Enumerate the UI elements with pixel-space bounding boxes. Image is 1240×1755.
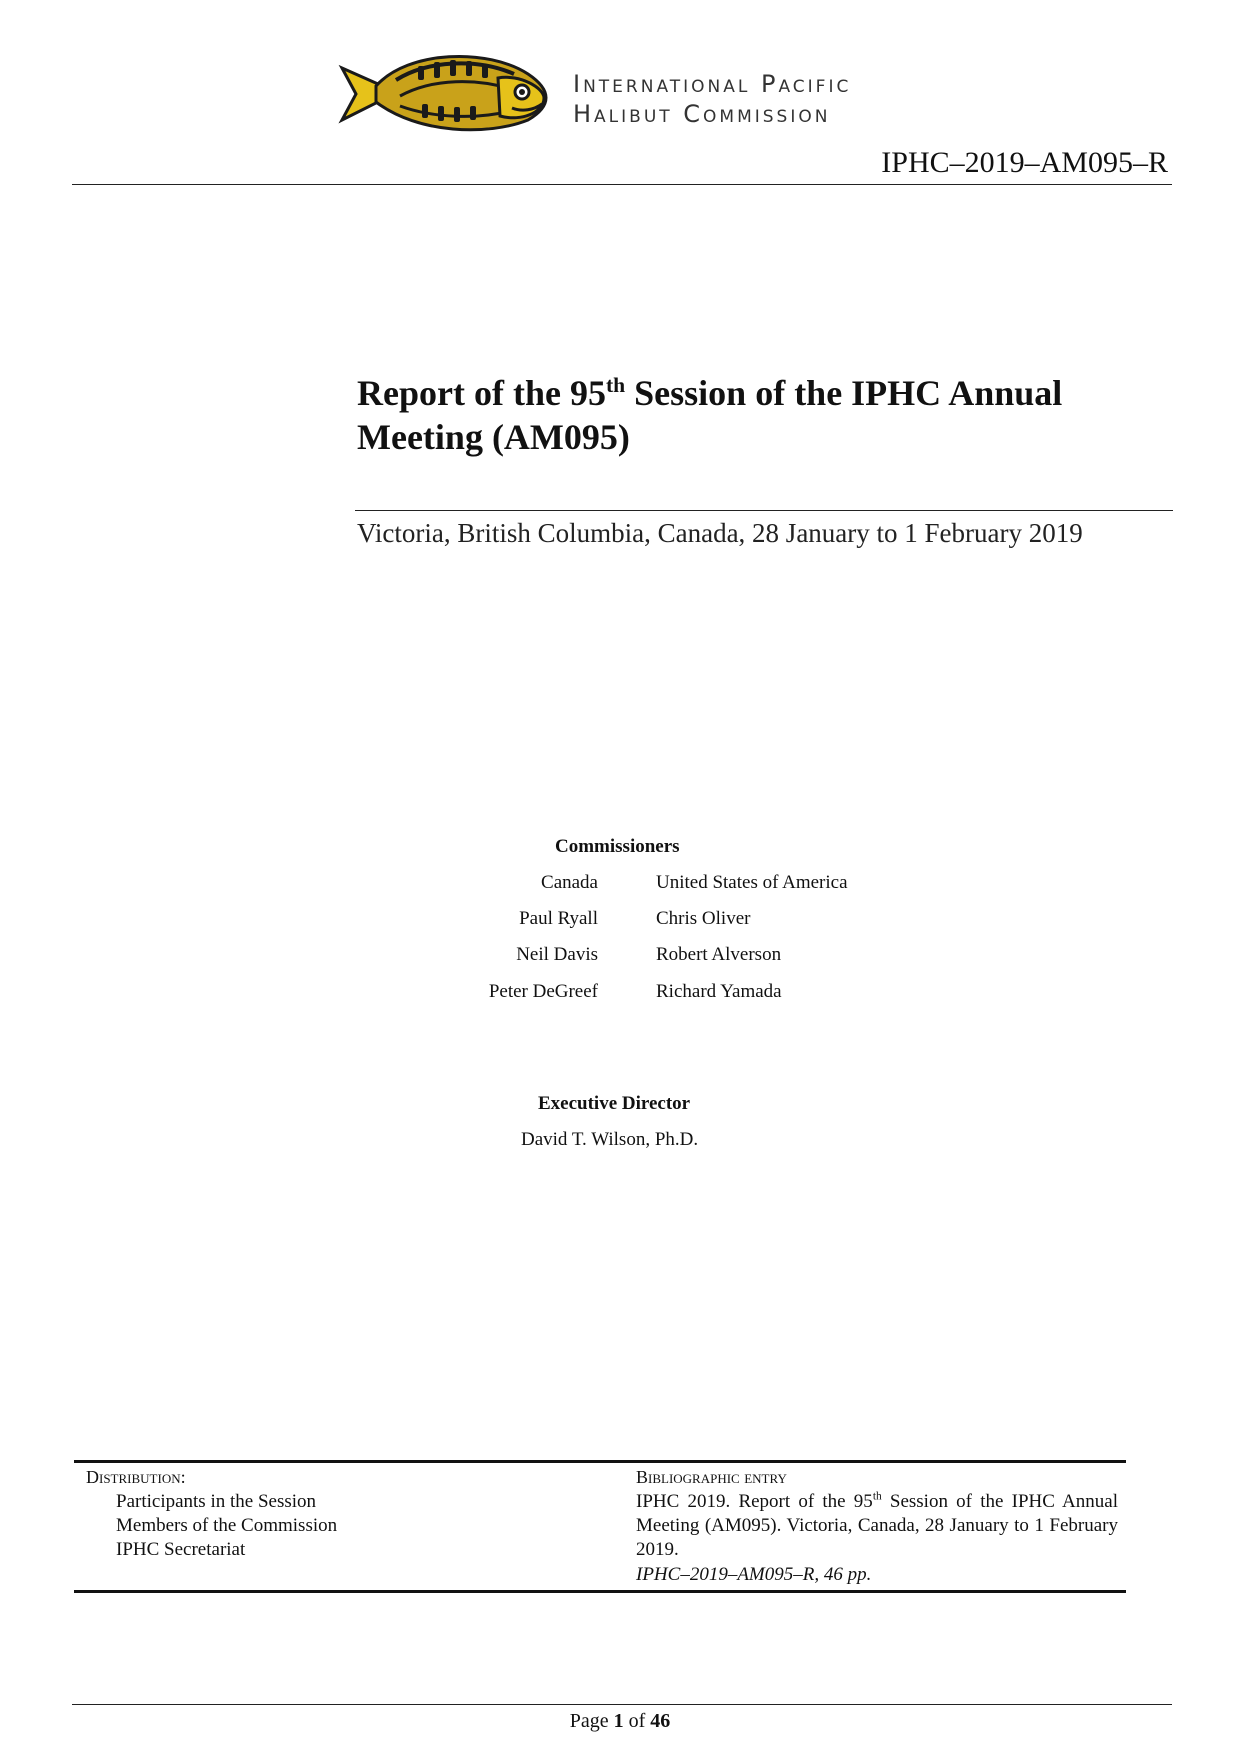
commissioner-left: Neil Davis xyxy=(516,944,598,965)
document-code: IPHC–2019–AM095–R xyxy=(881,146,1168,179)
commissioner-right: Robert Alverson xyxy=(656,944,782,965)
commissioner-right: Richard Yamada xyxy=(656,981,782,1002)
title-text-part2: Session of the IPHC Annual Meeting (AM095) xyxy=(357,373,1063,457)
distribution-item: Members of the Commission xyxy=(116,1515,338,1536)
footer-divider xyxy=(72,1704,1172,1705)
page-total: 46 xyxy=(650,1710,671,1732)
distribution-heading: Distribution: xyxy=(86,1467,186,1487)
title-text-part1: Report of the 95 xyxy=(357,373,606,413)
page-of: of xyxy=(628,1710,646,1732)
commissioner-left: Peter DeGreef xyxy=(488,981,598,1002)
page-current: 1 xyxy=(613,1710,624,1732)
bib-text-part1: IPHC 2019. Report of the 95 xyxy=(636,1491,873,1512)
page-word: Page xyxy=(569,1710,609,1732)
page-number xyxy=(0,1710,1240,1733)
commissioner-right: Chris Oliver xyxy=(656,908,751,929)
executive-director-heading: Executive Director xyxy=(538,1093,691,1114)
org-name-line2: Halibut Commission xyxy=(573,100,831,128)
commissioner-right: United States of America xyxy=(656,872,848,893)
commissioners-heading: Commissioners xyxy=(555,836,680,857)
bib-superscript: th xyxy=(872,1490,882,1503)
bib-text-part2: Session of the IPHC Annual Meeting (AM095). Victoria, Canada, 28 January to 1 February 2019. xyxy=(636,1491,1118,1560)
report-title xyxy=(357,371,1157,459)
bibliographic-entry xyxy=(636,1490,1118,1562)
bibliographic-heading: Bibliographic entry xyxy=(636,1467,787,1487)
iphc-halibut-logo xyxy=(338,44,554,132)
title-divider xyxy=(355,510,1173,511)
executive-director-name: David T. Wilson, Ph.D. xyxy=(521,1129,699,1150)
distribution-item: Participants in the Session xyxy=(116,1491,317,1512)
halibut-fish-icon xyxy=(342,56,546,129)
box-bottom-rule xyxy=(74,1590,1126,1593)
commissioner-left: Canada xyxy=(541,872,598,893)
title-superscript: th xyxy=(605,373,626,397)
meeting-venue-date: Victoria, British Columbia, Canada, 28 January to 1 February 2019 xyxy=(357,518,1083,548)
bibliographic-reference: IPHC–2019–AM095–R, 46 pp. xyxy=(636,1564,872,1585)
distribution-item: IPHC Secretariat xyxy=(116,1539,246,1560)
header-divider xyxy=(72,184,1172,185)
box-top-rule xyxy=(74,1460,1126,1463)
org-name-line1: International Pacific xyxy=(573,70,852,98)
commissioner-left: Paul Ryall xyxy=(519,908,598,929)
